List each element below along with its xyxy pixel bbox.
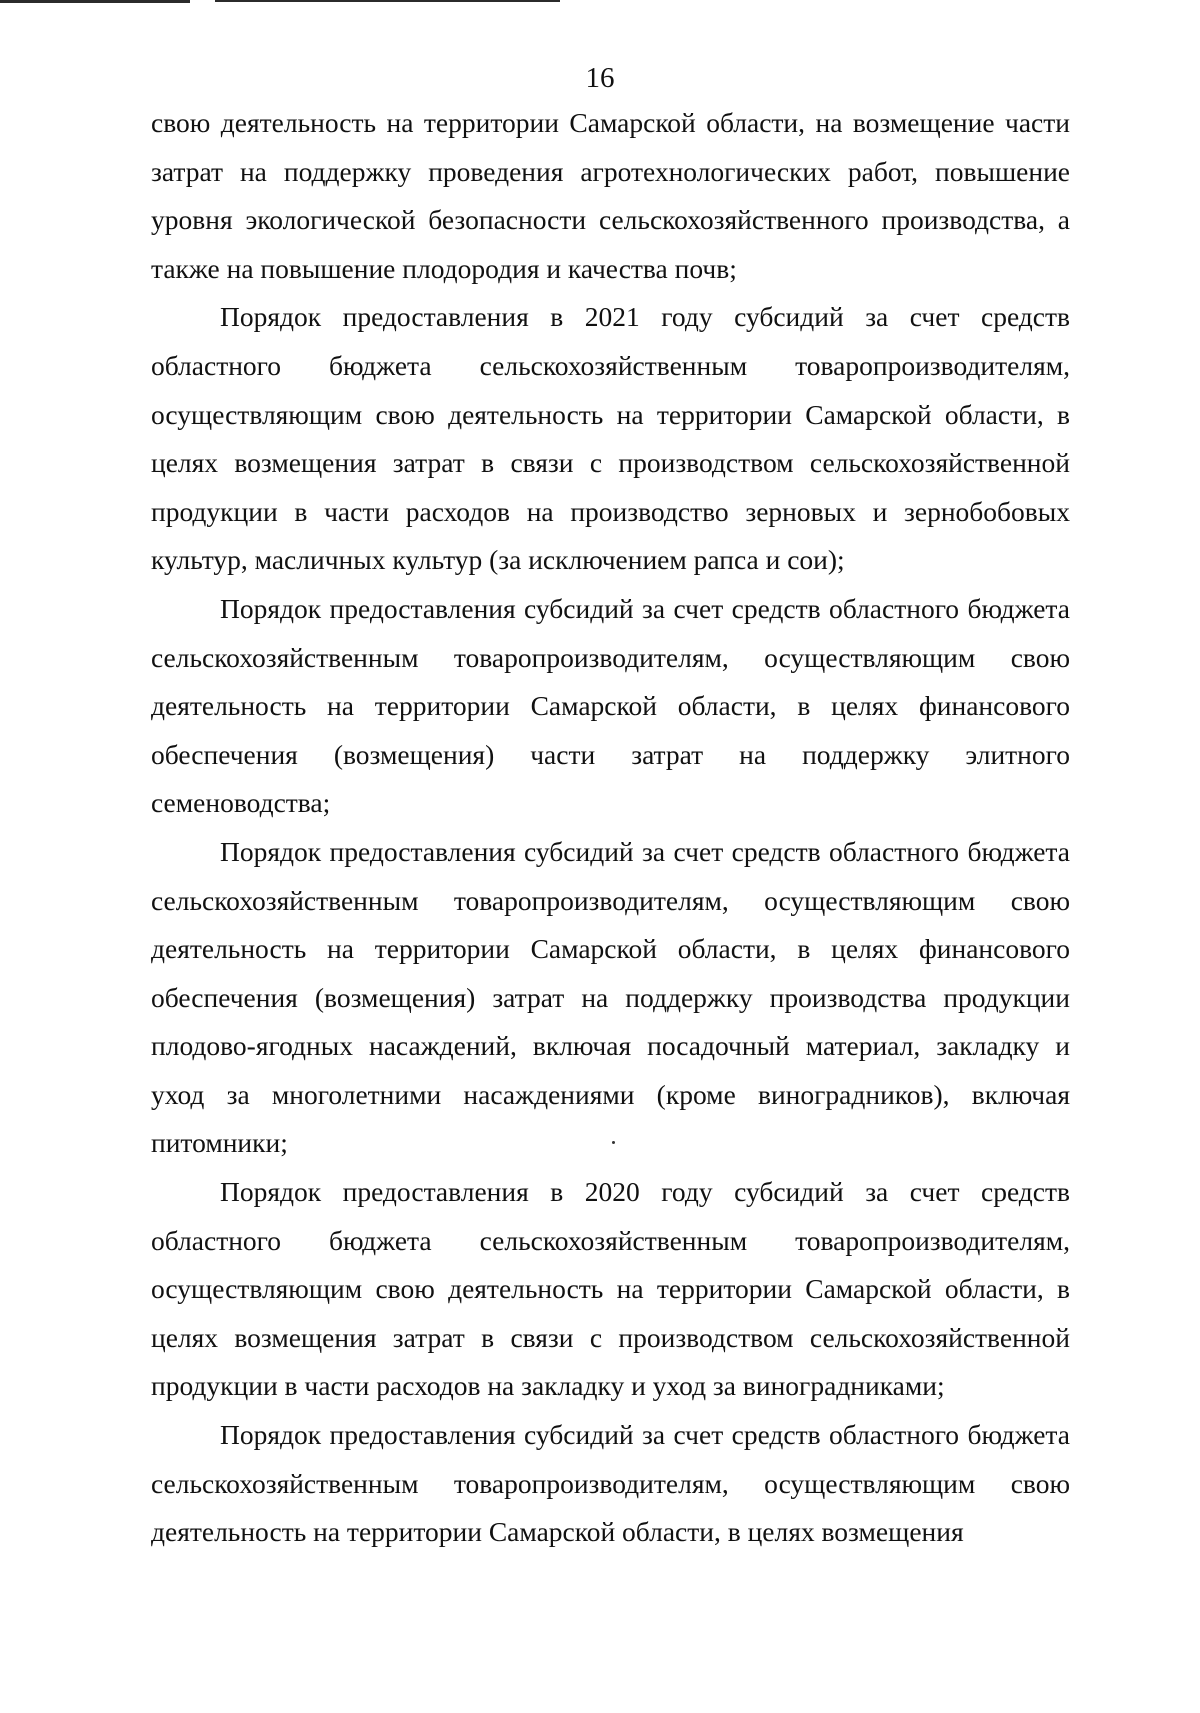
page-number: 16: [585, 62, 615, 94]
paragraph-procedure-2020-vineyards: Порядок предоставления в 2020 году субсидий за счет средств областного бюджета сельскохозяйственным товаропроизводителям, осуществляющим свою деятельность на территории Самарской области, в целях возмещения затрат в связи с производством сельскохозяйственной продукции в части расходов на закладку и уход за виноградниками;: [151, 1176, 1070, 1402]
paragraph-procedure-fruit-berry-plantings: Порядок предоставления субсидий за счет средств областного бюджета сельскохозяйственным товаропроизводителям, осуществляющим свою деятельность на территории Самарской области, в целях финансового обеспечения (возмещения) затрат на поддержку производства продукции плодово-ягодных насаждений, включая посадочный материал, закладку и уход за многолетними насаждениями (кроме виноградников), включая питомники;: [151, 835, 1070, 1159]
paragraph-continuation: свою деятельность на территории Самарской области, на возмещение части затрат на поддержку проведения агротехнологических работ, повышение уровня экологической безопасности сельскохозяйственного производства, а также на повышение плодородия и качества почв;: [151, 107, 1070, 284]
paragraph-procedure-2021-grain-crops: Порядок предоставления в 2021 году субсидий за счет средств областного бюджета сельскохозяйственным товаропроизводителям, осуществляющим свою деятельность на территории Самарской области, в целях возмещения затрат в связи с производством сельскохозяйственной продукции в части расходов на производство зерновых и зернобобовых культур, масличных культур (за исключением рапса и сои);: [151, 301, 1070, 576]
scan-top-edge-mark: [0, 0, 190, 3]
paragraph-procedure-elite-seed-production: Порядок предоставления субсидий за счет средств областного бюджета сельскохозяйственным товаропроизводителям, осуществляющим свою деятельность на территории Самарской области, в целях финансового обеспечения (возмещения) части затрат на поддержку элитного семеноводства;: [151, 592, 1070, 819]
document-body: [151, 99, 1070, 1557]
paragraph-procedure-compensation: Порядок предоставления субсидий за счет средств областного бюджета сельскохозяйственным товаропроизводителям, осуществляющим свою деятельность на территории Самарской области, в целях возмещения: [151, 1419, 1070, 1548]
scan-top-edge-mark: [215, 0, 560, 2]
scan-speck: [612, 1141, 615, 1144]
